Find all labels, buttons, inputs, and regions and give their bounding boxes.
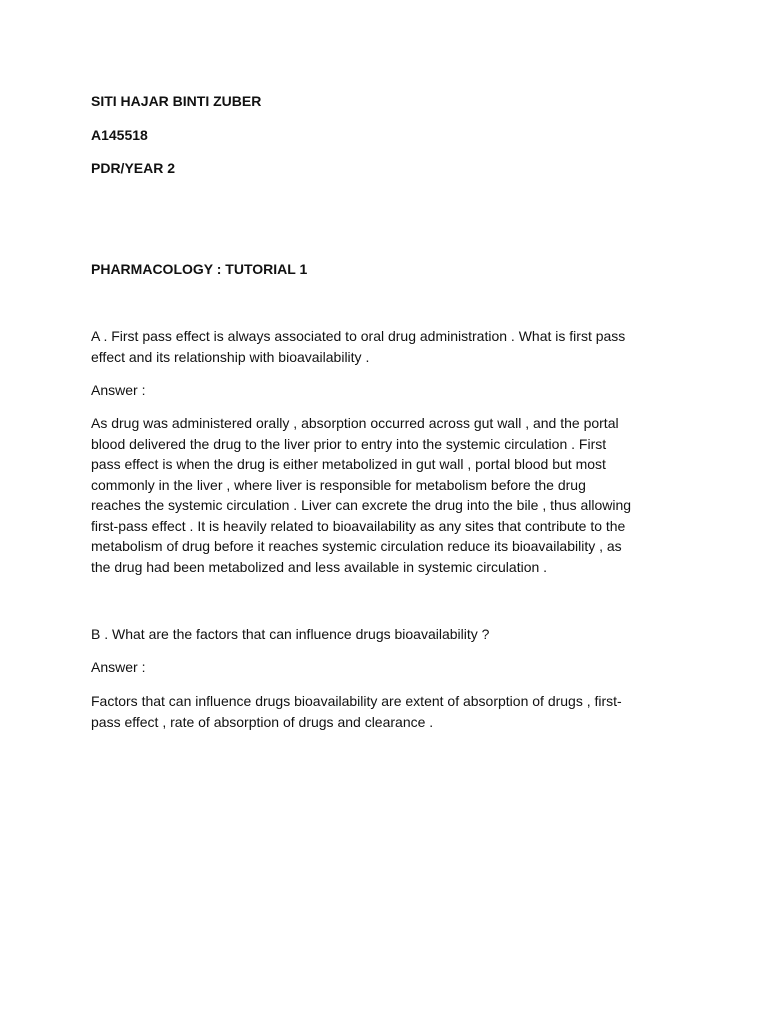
question-a-line: effect and its relationship with bioavailability . [91,348,370,365]
question-a [91,326,681,367]
answer-a-line: first-pass effect . It is heavily related to bioavailability as any sites that contribute to the [91,517,626,534]
answer-a-line: commonly in the liver , where liver is responsible for metabolism before the drug [91,476,586,493]
answer-b-line: pass effect , rate of absorption of drugs and clearance . [91,713,434,730]
answer-a-line: reaches the systemic circulation . Liver can excrete the drug into the bile , thus allowing [91,497,632,513]
answer-a-line: As drug was administered orally , absorption occurred across gut wall , and the portal [91,415,619,431]
answer-a-text [91,413,681,577]
answer-b-line: Factors that can influence drugs bioavailability are extent of absorption of drugs , first- [91,693,622,709]
answer-b-text [91,691,681,732]
document-title: PHARMACOLOGY : TUTORIAL 1 [91,261,308,277]
program-year: PDR/YEAR 2 [91,160,176,176]
question-a-line: A . First pass effect is always associated to oral drug administration . What is first pass [91,328,626,344]
answer-b-label: Answer : [91,659,146,675]
answer-a-label: Answer : [91,382,146,398]
answer-a-line: metabolism of drug before it reaches systemic circulation reduce its bioavailability , as [91,538,622,554]
answer-a-line: the drug had been metabolized and less available in systemic circulation . [91,558,548,575]
answer-a-line: blood delivered the drug to the liver prior to entry into the systemic circulation . First [91,435,607,452]
student-id: A145518 [91,127,148,143]
answer-a-line: pass effect is when the drug is either metabolized in gut wall , portal blood but most [91,456,606,472]
student-name: SITI HAJAR BINTI ZUBER [91,93,262,109]
question-b: B . What are the factors that can influence drugs bioavailability ? [91,626,490,642]
